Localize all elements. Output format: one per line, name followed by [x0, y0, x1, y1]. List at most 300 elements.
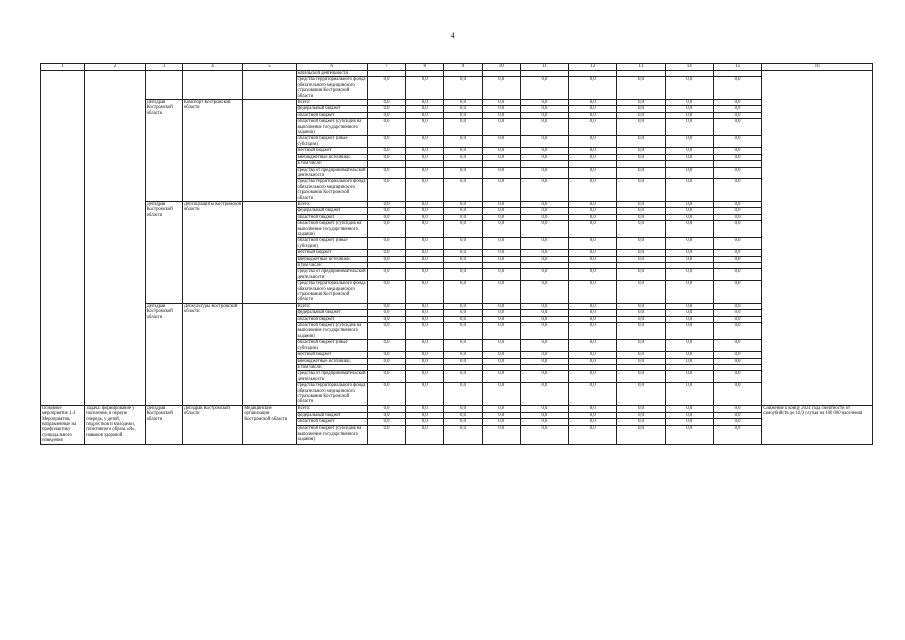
funding-source-label: федеральный бюджет	[296, 412, 367, 419]
value-cell: 0,0	[665, 383, 713, 406]
value-cell: 0,0	[569, 221, 617, 238]
value-cell: 0,0	[665, 371, 713, 383]
value-cell: 0,0	[520, 119, 568, 136]
responsible-cell: Депздрав Костромской области	[182, 405, 242, 444]
value-cell: 0,0	[665, 201, 713, 207]
value-cell: 0,0	[665, 208, 713, 214]
result-cell	[762, 71, 873, 406]
value-cell: 0,0	[367, 310, 405, 316]
value-cell: 0,0	[713, 358, 761, 364]
value-cell: 0,0	[367, 256, 405, 262]
value-cell: 0,0	[569, 250, 617, 256]
value-cell: 0,0	[367, 323, 405, 340]
value-cell: 0,0	[713, 77, 761, 100]
value-cell: 0,0	[482, 221, 520, 238]
participant-cell	[243, 201, 296, 303]
value-cell: 0,0	[444, 179, 482, 202]
value-cell: 0,0	[665, 250, 713, 256]
value-cell: 0,0	[406, 419, 444, 426]
value-cell: 0,0	[617, 154, 665, 160]
value-cell: 0,0	[367, 106, 405, 112]
value-cell: 0,0	[713, 201, 761, 207]
value-cell: 0,0	[520, 208, 568, 214]
funding-source-label: мательской деятельности	[296, 71, 367, 77]
value-cell: 0,0	[367, 167, 405, 179]
value-cell: 0,0	[444, 154, 482, 160]
col-16: 16	[762, 64, 873, 71]
value-cell: 0,0	[367, 119, 405, 136]
value-cell: 0,0	[444, 77, 482, 100]
value-cell: 0,0	[569, 179, 617, 202]
value-cell: 0,0	[617, 250, 665, 256]
value-cell: 0,0	[482, 256, 520, 262]
value-cell: 0,0	[713, 371, 761, 383]
col-5: 5	[243, 64, 296, 71]
value-cell: 0,0	[713, 250, 761, 256]
col-7: 7	[367, 64, 405, 71]
column-number-row	[41, 64, 873, 71]
value-cell: 0,0	[406, 358, 444, 364]
funding-source-label: местный бюджет	[296, 250, 367, 256]
value-cell: 0,0	[569, 383, 617, 406]
value-cell: 0,0	[569, 238, 617, 250]
value-cell: 0,0	[482, 371, 520, 383]
value-cell: 0,0	[367, 383, 405, 406]
value-cell: 0,0	[367, 112, 405, 118]
value-cell: 0,0	[444, 136, 482, 148]
value-cell: 0,0	[617, 371, 665, 383]
funding-source-label: федеральный бюджет	[296, 106, 367, 112]
value-cell: 0,0	[569, 256, 617, 262]
page-number: 4	[450, 31, 455, 40]
value-cell: 0,0	[617, 383, 665, 406]
participant-cell	[243, 100, 296, 202]
value-cell: 0,0	[617, 358, 665, 364]
value-cell: 0,0	[569, 419, 617, 426]
value-cell: 0,0	[482, 310, 520, 316]
value-cell: 0,0	[444, 167, 482, 179]
value-cell: 0,0	[713, 405, 761, 412]
value-cell: 0,0	[406, 106, 444, 112]
value-cell: 0,0	[406, 303, 444, 309]
value-cell: 0,0	[482, 340, 520, 352]
value-cell: 0,0	[665, 214, 713, 220]
table-body	[41, 71, 873, 445]
value-cell: 0,0	[406, 112, 444, 118]
value-cell: 0,0	[482, 148, 520, 154]
value-cell: 0,0	[617, 77, 665, 100]
value-cell: 0,0	[713, 100, 761, 106]
value-cell: 0,0	[713, 112, 761, 118]
value-cell: 0,0	[482, 214, 520, 220]
value-cell: 0,0	[444, 238, 482, 250]
value-cell: 0,0	[444, 412, 482, 419]
value-cell: 0,0	[713, 316, 761, 322]
task-cell: Задача: формирование у населения, в первую очередь, у детей, подростков и молодежи, позитивного образа «Я», навыков здоровой	[85, 405, 145, 444]
value-cell: 0,0	[520, 154, 568, 160]
value-cell: 0,0	[569, 106, 617, 112]
value-cell: 0,0	[406, 340, 444, 352]
col-12: 12	[569, 64, 617, 71]
value-cell: 0,0	[482, 303, 520, 309]
value-cell: 0,0	[444, 323, 482, 340]
value-cell: 0,0	[617, 119, 665, 136]
executor-cell	[145, 71, 182, 100]
value-cell: 0,0	[569, 201, 617, 207]
value-cell: 0,0	[367, 250, 405, 256]
budget-table	[40, 63, 873, 445]
value-cell: 0,0	[569, 352, 617, 358]
value-cell: 0,0	[444, 281, 482, 304]
funding-source-label: областной бюджет (иные субсидии)	[296, 136, 367, 148]
value-cell: 0,0	[444, 405, 482, 412]
value-cell: 0,0	[713, 383, 761, 406]
value-cell: 0,0	[444, 119, 482, 136]
col-6: 6	[296, 64, 367, 71]
value-cell: 0,0	[665, 281, 713, 304]
col-9: 9	[444, 64, 482, 71]
value-cell: 0,0	[406, 201, 444, 207]
value-cell: 0,0	[520, 167, 568, 179]
value-cell: 0,0	[444, 106, 482, 112]
value-cell: 0,0	[617, 136, 665, 148]
value-cell: 0,0	[665, 426, 713, 444]
value-cell: 0,0	[406, 148, 444, 154]
funding-source-label: в том числе:	[296, 161, 367, 167]
value-cell: 0,0	[665, 112, 713, 118]
value-cell: 0,0	[569, 340, 617, 352]
value-cell: 0,0	[713, 154, 761, 160]
value-cell: 0,0	[569, 316, 617, 322]
value-cell: 0,0	[520, 112, 568, 118]
value-cell: 0,0	[665, 419, 713, 426]
value-cell: 0,0	[520, 358, 568, 364]
responsible-cell: Комспорт Костромской области	[182, 100, 242, 202]
value-cell: 0,0	[520, 269, 568, 281]
value-cell: 0,0	[520, 179, 568, 202]
result-cell: Снижение к концу 2024 года смертности от самоубийств до 16,9 случая на 100 000 населения	[762, 405, 873, 444]
value-cell: 0,0	[713, 148, 761, 154]
value-cell: 0,0	[713, 352, 761, 358]
value-cell: 0,0	[444, 426, 482, 444]
value-cell: 0,0	[444, 201, 482, 207]
value-cell: 0,0	[569, 77, 617, 100]
funding-source-label: Всего:	[296, 303, 367, 309]
value-cell: 0,0	[482, 112, 520, 118]
value-cell: 0,0	[406, 316, 444, 322]
value-cell: 0,0	[520, 238, 568, 250]
value-cell: 0,0	[569, 167, 617, 179]
value-cell: 0,0	[617, 405, 665, 412]
budget-table-container	[40, 63, 873, 445]
value-cell: 0,0	[520, 100, 568, 106]
value-cell: 0,0	[713, 340, 761, 352]
value-cell: 0,0	[520, 303, 568, 309]
value-cell: 0,0	[713, 419, 761, 426]
funding-source-label: средства территориального фонда обязательного медицинского страхования Костромской области	[297, 281, 366, 303]
value-cell: 0,0	[665, 119, 713, 136]
value-cell: 0,0	[713, 179, 761, 202]
value-cell: 0,0	[617, 112, 665, 118]
col-1: 1	[41, 64, 85, 71]
value-cell: 0,0	[665, 148, 713, 154]
value-cell: 0,0	[367, 136, 405, 148]
funding-source-label: местный бюджет	[296, 148, 367, 154]
value-cell: 0,0	[367, 238, 405, 250]
value-cell: 0,0	[569, 310, 617, 316]
value-cell: 0,0	[406, 167, 444, 179]
value-cell: 0,0	[617, 214, 665, 220]
value-cell: 0,0	[665, 136, 713, 148]
value-cell: 0,0	[665, 106, 713, 112]
funding-source-label: областной бюджет (субсидия на выполнение государственного задания)	[296, 221, 367, 238]
value-cell: 0,0	[444, 340, 482, 352]
value-cell: 0,0	[520, 383, 568, 406]
funding-source-label: областной бюджет	[296, 112, 367, 118]
funding-source-label: средства от предпринимательской деятельности	[297, 371, 366, 382]
funding-source-label: внебюджетные источники,	[296, 358, 367, 364]
event-cell	[41, 71, 85, 406]
value-cell: 0,0	[665, 358, 713, 364]
funding-source-label: областной бюджет (субсидия на выполнение государственного задания)	[296, 323, 367, 340]
value-cell: 0,0	[520, 426, 568, 444]
value-cell: 0,0	[406, 154, 444, 160]
value-cell: 0,0	[482, 426, 520, 444]
value-cell: 0,0	[367, 214, 405, 220]
value-cell: 0,0	[569, 100, 617, 106]
col-4: 4	[182, 64, 242, 71]
value-cell: 0,0	[713, 303, 761, 309]
value-cell: 0,0	[665, 179, 713, 202]
value-cell: 0,0	[406, 100, 444, 106]
value-cell: 0,0	[367, 419, 405, 426]
value-cell: 0,0	[617, 167, 665, 179]
value-cell: 0,0	[444, 352, 482, 358]
value-cell: 0,0	[482, 154, 520, 160]
value-cell: 0,0	[520, 371, 568, 383]
value-cell: 0,0	[482, 100, 520, 106]
value-cell: 0,0	[665, 100, 713, 106]
col-15: 15	[713, 64, 761, 71]
value-cell: 0,0	[617, 316, 665, 322]
value-cell: 0,0	[482, 119, 520, 136]
funding-source-label: средства территориального фонда обязательного медицинского страхования Костромской области	[297, 383, 366, 405]
value-cell: 0,0	[444, 371, 482, 383]
value-cell: 0,0	[617, 106, 665, 112]
value-cell: 0,0	[406, 77, 444, 100]
value-cell: 0,0	[406, 214, 444, 220]
value-cell: 0,0	[617, 303, 665, 309]
value-cell: 0,0	[482, 136, 520, 148]
value-cell: 0,0	[520, 148, 568, 154]
value-cell: 0,0	[406, 371, 444, 383]
value-cell: 0,0	[444, 214, 482, 220]
value-cell: 0,0	[569, 112, 617, 118]
value-cell: 0,0	[713, 269, 761, 281]
value-cell: 0,0	[665, 238, 713, 250]
funding-source-label: Всего:	[296, 100, 367, 106]
value-cell: 0,0	[367, 358, 405, 364]
executor-cell: Депздрав Костромской области	[145, 201, 182, 303]
value-cell: 0,0	[665, 221, 713, 238]
value-cell: 0,0	[665, 405, 713, 412]
value-cell: 0,0	[617, 352, 665, 358]
value-cell: 0,0	[406, 269, 444, 281]
value-cell: 0,0	[482, 77, 520, 100]
value-cell: 0,0	[367, 179, 405, 202]
value-cell: 0,0	[617, 281, 665, 304]
col-11: 11	[520, 64, 568, 71]
value-cell: 0,0	[520, 250, 568, 256]
value-cell: 0,0	[406, 136, 444, 148]
value-cell: 0,0	[713, 412, 761, 419]
funding-source-label: Всего:	[296, 405, 367, 412]
participant-cell: Медицинские организации Костромской области	[243, 405, 296, 444]
value-cell: 0,0	[444, 316, 482, 322]
value-cell: 0,0	[406, 426, 444, 444]
value-cell: 0,0	[406, 250, 444, 256]
value-cell: 0,0	[569, 148, 617, 154]
value-cell: 0,0	[367, 303, 405, 309]
value-cell: 0,0	[406, 238, 444, 250]
value-cell: 0,0	[569, 412, 617, 419]
value-cell: 0,0	[482, 238, 520, 250]
value-cell: 0,0	[713, 238, 761, 250]
value-cell: 0,0	[367, 148, 405, 154]
funding-source-label: в том числе:	[296, 364, 367, 370]
value-cell: 0,0	[520, 214, 568, 220]
value-cell: 0,0	[617, 426, 665, 444]
value-cell: 0,0	[665, 77, 713, 100]
value-cell: 0,0	[617, 340, 665, 352]
funding-source-label: внебюджетные источники,	[296, 154, 367, 160]
value-cell: 0,0	[713, 426, 761, 444]
funding-source-label: областной бюджет (субсидия на выполнение государственного задания)	[296, 119, 367, 136]
funding-source-label: внебюджетные источники,	[296, 256, 367, 262]
value-cell: 0,0	[617, 238, 665, 250]
value-cell: 0,0	[569, 281, 617, 304]
funding-source-label: областной бюджет	[296, 316, 367, 322]
value-cell: 0,0	[482, 167, 520, 179]
value-cell: 0,0	[482, 383, 520, 406]
value-cell: 0,0	[520, 256, 568, 262]
value-cell: 0,0	[367, 281, 405, 304]
value-cell: 0,0	[665, 269, 713, 281]
value-cell: 0,0	[569, 323, 617, 340]
funding-source-label: в том числе:	[296, 263, 367, 269]
funding-source-label: средства от предпринимательской деятельности	[297, 269, 366, 280]
value-cell: 0,0	[713, 119, 761, 136]
responsible-cell: Депкультуры Костромской области	[182, 303, 242, 405]
funding-source-label: областной бюджет	[296, 214, 367, 220]
col-14: 14	[665, 64, 713, 71]
value-cell: 0,0	[713, 214, 761, 220]
value-cell: 0,0	[367, 405, 405, 412]
value-cell: 0,0	[665, 310, 713, 316]
value-cell: 0,0	[520, 310, 568, 316]
value-cell: 0,0	[367, 371, 405, 383]
value-cell: 0,0	[569, 405, 617, 412]
value-cell: 0,0	[713, 167, 761, 179]
value-cell: 0,0	[482, 201, 520, 207]
value-cell: 0,0	[482, 405, 520, 412]
col-13: 13	[617, 64, 665, 71]
value-cell: 0,0	[569, 358, 617, 364]
value-cell: 0,0	[713, 323, 761, 340]
executor-cell: Депздрав Костромской области	[145, 100, 182, 202]
value-cell: 0,0	[520, 340, 568, 352]
value-cell: 0,0	[665, 352, 713, 358]
col-2: 2	[85, 64, 145, 71]
value-cell: 0,0	[444, 112, 482, 118]
value-cell: 0,0	[482, 316, 520, 322]
value-cell: 0,0	[665, 303, 713, 309]
executor-cell: Депздрав Костромской области	[145, 405, 182, 444]
value-cell: 0,0	[444, 148, 482, 154]
value-cell: 0,0	[482, 352, 520, 358]
value-cell: 0,0	[444, 303, 482, 309]
value-cell: 0,0	[444, 383, 482, 406]
value-cell: 0,0	[713, 136, 761, 148]
value-cell: 0,0	[569, 371, 617, 383]
value-cell: 0,0	[520, 221, 568, 238]
funding-source-label: Всего:	[296, 201, 367, 207]
value-cell: 0,0	[617, 201, 665, 207]
funding-source-label: федеральный бюджет	[296, 310, 367, 316]
value-cell: 0,0	[406, 310, 444, 316]
value-cell: 0,0	[444, 100, 482, 106]
value-cell: 0,0	[713, 310, 761, 316]
value-cell: 0,0	[520, 405, 568, 412]
value-cell: 0,0	[520, 419, 568, 426]
value-cell: 0,0	[713, 208, 761, 214]
value-cell: 0,0	[617, 179, 665, 202]
value-cell: 0,0	[444, 419, 482, 426]
value-cell: 0,0	[367, 77, 405, 100]
value-cell: 0,0	[406, 221, 444, 238]
value-cell: 0,0	[406, 412, 444, 419]
value-cell: 0,0	[367, 316, 405, 322]
value-cell: 0,0	[406, 352, 444, 358]
value-cell: 0,0	[520, 281, 568, 304]
value-cell: 0,0	[444, 250, 482, 256]
value-cell: 0,0	[482, 358, 520, 364]
funding-source-label: средства территориального фонда обязательного медицинского страхования Костромской области	[297, 179, 366, 201]
value-cell: 0,0	[569, 214, 617, 220]
value-cell: 0,0	[713, 221, 761, 238]
value-cell: 0,0	[617, 256, 665, 262]
funding-source-label: федеральный бюджет	[296, 208, 367, 214]
value-cell: 0,0	[367, 221, 405, 238]
value-cell: 0,0	[520, 77, 568, 100]
value-cell: 0,0	[482, 250, 520, 256]
value-cell: 0,0	[444, 221, 482, 238]
value-cell: 0,0	[713, 106, 761, 112]
value-cell: 0,0	[367, 426, 405, 444]
value-cell: 0,0	[367, 340, 405, 352]
value-cell: 0,0	[617, 310, 665, 316]
value-cell: 0,0	[406, 179, 444, 202]
executor-cell: Депздрав Костромской области	[145, 303, 182, 405]
value-cell: 0,0	[617, 208, 665, 214]
value-cell: 0,0	[406, 281, 444, 304]
value-cell: 0,0	[444, 358, 482, 364]
value-cell: 0,0	[367, 269, 405, 281]
value-cell: 0,0	[406, 323, 444, 340]
funding-source-label: местный бюджет	[296, 352, 367, 358]
value-cell: 0,0	[444, 269, 482, 281]
value-cell: 0,0	[406, 256, 444, 262]
